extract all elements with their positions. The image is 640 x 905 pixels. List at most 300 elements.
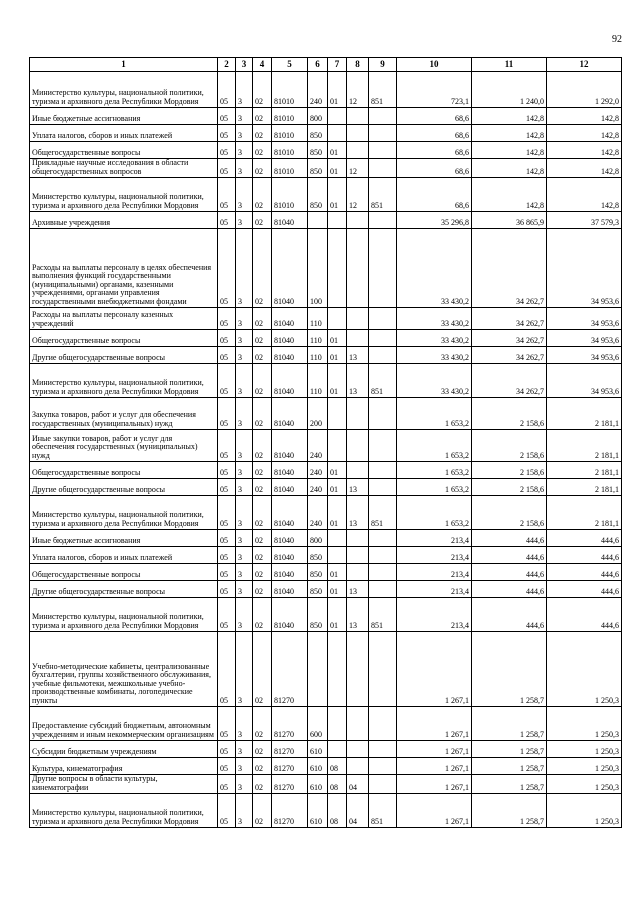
- code-cell: [369, 758, 397, 775]
- row-name-cell: Министерство культуры, национальной политики, туризма и архивного дела Республики Мордовия: [30, 496, 218, 530]
- code-cell: 81040: [272, 496, 308, 530]
- code-cell: [369, 462, 397, 479]
- amount-cell: 142,8: [472, 159, 547, 178]
- row-name-cell: Общегосударственные вопросы: [30, 142, 218, 159]
- code-cell: 3: [236, 496, 253, 530]
- code-cell: 12: [347, 159, 369, 178]
- code-cell: 13: [347, 581, 369, 598]
- code-cell: [369, 775, 397, 794]
- row-name-cell: Уплата налогов, сборов и иных платежей: [30, 125, 218, 142]
- code-cell: 08: [328, 775, 347, 794]
- code-cell: 81040: [272, 564, 308, 581]
- code-cell: 110: [308, 364, 328, 398]
- code-cell: 3: [236, 794, 253, 828]
- table-row: [30, 212, 622, 229]
- code-cell: 81040: [272, 308, 308, 330]
- code-cell: 610: [308, 741, 328, 758]
- code-cell: 02: [253, 212, 272, 229]
- code-cell: 01: [328, 462, 347, 479]
- code-cell: 01: [328, 564, 347, 581]
- code-cell: 110: [308, 330, 328, 347]
- code-cell: 05: [218, 108, 236, 125]
- code-cell: 3: [236, 308, 253, 330]
- amount-cell: 1 267,1: [397, 707, 472, 741]
- amount-cell: 1 250,3: [547, 741, 622, 758]
- amount-cell: 34 953,6: [547, 330, 622, 347]
- code-cell: [328, 229, 347, 308]
- code-cell: 02: [253, 581, 272, 598]
- amount-cell: 33 430,2: [397, 330, 472, 347]
- code-cell: 05: [218, 794, 236, 828]
- row-name-cell: Министерство культуры, национальной политики, туризма и архивного дела Республики Мордовия: [30, 72, 218, 108]
- amount-cell: 2 181,1: [547, 430, 622, 462]
- amount-cell: 34 953,6: [547, 229, 622, 308]
- code-cell: 05: [218, 462, 236, 479]
- code-cell: 05: [218, 330, 236, 347]
- amount-cell: 213,4: [397, 598, 472, 632]
- code-cell: [369, 430, 397, 462]
- code-cell: 81010: [272, 159, 308, 178]
- amount-cell: 33 430,2: [397, 364, 472, 398]
- amount-cell: 213,4: [397, 530, 472, 547]
- code-cell: 02: [253, 530, 272, 547]
- code-cell: 100: [308, 229, 328, 308]
- code-cell: 850: [308, 564, 328, 581]
- amount-cell: 444,6: [472, 581, 547, 598]
- code-cell: 04: [347, 794, 369, 828]
- code-cell: 05: [218, 308, 236, 330]
- code-cell: 3: [236, 398, 253, 430]
- amount-cell: 723,1: [397, 72, 472, 108]
- table-row: [30, 775, 622, 794]
- amount-cell: 1 653,2: [397, 430, 472, 462]
- amount-cell: 1 258,7: [472, 707, 547, 741]
- amount-cell: 1 240,0: [472, 72, 547, 108]
- row-name-cell: Министерство культуры, национальной политики, туризма и архивного дела Республики Мордовия: [30, 364, 218, 398]
- row-name-cell: Уплата налогов, сборов и иных платежей: [30, 547, 218, 564]
- amount-cell: 142,8: [547, 159, 622, 178]
- amount-cell: 1 258,7: [472, 794, 547, 828]
- code-cell: 81270: [272, 707, 308, 741]
- amount-cell: 142,8: [472, 108, 547, 125]
- amount-cell: 2 158,6: [472, 479, 547, 496]
- code-cell: 05: [218, 530, 236, 547]
- code-cell: 3: [236, 741, 253, 758]
- code-cell: 05: [218, 479, 236, 496]
- code-cell: [347, 632, 369, 707]
- code-cell: 81040: [272, 598, 308, 632]
- code-cell: [347, 707, 369, 741]
- row-name-cell: Иные бюджетные ассигнования: [30, 530, 218, 547]
- code-cell: [328, 125, 347, 142]
- row-name-cell: Министерство культуры, национальной политики, туризма и архивного дела Республики Мордовия: [30, 794, 218, 828]
- code-cell: 851: [369, 794, 397, 828]
- table-row: [30, 142, 622, 159]
- table-body: [30, 72, 622, 828]
- code-cell: 02: [253, 741, 272, 758]
- code-cell: 240: [308, 462, 328, 479]
- table-row: [30, 347, 622, 364]
- code-cell: 05: [218, 398, 236, 430]
- code-cell: 02: [253, 72, 272, 108]
- code-cell: 3: [236, 229, 253, 308]
- code-cell: 81040: [272, 330, 308, 347]
- code-cell: 05: [218, 178, 236, 212]
- code-cell: 13: [347, 496, 369, 530]
- row-name-cell: Расходы на выплаты персоналу в целях обеспечения выполнения функций государственными (муниципальными) органами, казенными учреждениями, органами управления государственными внебюджетными фондами: [30, 229, 218, 308]
- amount-cell: 142,8: [547, 125, 622, 142]
- code-cell: [347, 564, 369, 581]
- code-cell: 851: [369, 496, 397, 530]
- code-cell: 05: [218, 347, 236, 364]
- header-cell: 10: [397, 58, 472, 72]
- code-cell: 05: [218, 125, 236, 142]
- amount-cell: 37 579,3: [547, 212, 622, 229]
- code-cell: 02: [253, 496, 272, 530]
- row-name-cell: Архивные учреждения: [30, 212, 218, 229]
- row-name-cell: Иные бюджетные ассигнования: [30, 108, 218, 125]
- code-cell: 3: [236, 330, 253, 347]
- code-cell: 81010: [272, 108, 308, 125]
- code-cell: [308, 632, 328, 707]
- table-row: [30, 547, 622, 564]
- code-cell: 02: [253, 479, 272, 496]
- code-cell: 01: [328, 496, 347, 530]
- code-cell: 610: [308, 775, 328, 794]
- code-cell: 81270: [272, 794, 308, 828]
- amount-cell: 68,6: [397, 108, 472, 125]
- code-cell: 850: [308, 581, 328, 598]
- header-cell: 11: [472, 58, 547, 72]
- code-cell: 02: [253, 707, 272, 741]
- row-name-cell: Министерство культуры, национальной политики, туризма и архивного дела Республики Мордовия: [30, 598, 218, 632]
- amount-cell: 1 267,1: [397, 775, 472, 794]
- amount-cell: 33 430,2: [397, 347, 472, 364]
- code-cell: 02: [253, 398, 272, 430]
- code-cell: 81270: [272, 741, 308, 758]
- amount-cell: 68,6: [397, 159, 472, 178]
- code-cell: 02: [253, 364, 272, 398]
- amount-cell: 2 181,1: [547, 398, 622, 430]
- amount-cell: 1 258,7: [472, 741, 547, 758]
- code-cell: 3: [236, 212, 253, 229]
- code-cell: 13: [347, 479, 369, 496]
- code-cell: [328, 430, 347, 462]
- code-cell: 05: [218, 741, 236, 758]
- table-row: [30, 72, 622, 108]
- code-cell: 81040: [272, 364, 308, 398]
- amount-cell: 213,4: [397, 581, 472, 598]
- code-cell: 81040: [272, 479, 308, 496]
- table-row: [30, 794, 622, 828]
- row-name-cell: Министерство культуры, национальной политики, туризма и архивного дела Республики Мордовия: [30, 178, 218, 212]
- code-cell: [369, 159, 397, 178]
- code-cell: 3: [236, 530, 253, 547]
- amount-cell: 142,8: [472, 142, 547, 159]
- code-cell: 01: [328, 142, 347, 159]
- row-name-cell: Учебно-методические кабинеты, централизованные бухгалтерии, группы хозяйственного обслуживания, учебные фильмотеки, межшкольные учебно-производственные комбинаты, логопедические пункты: [30, 632, 218, 707]
- code-cell: 81040: [272, 462, 308, 479]
- row-name-cell: Субсидии бюджетным учреждениям: [30, 741, 218, 758]
- code-cell: 3: [236, 347, 253, 364]
- code-cell: [369, 308, 397, 330]
- code-cell: 850: [308, 142, 328, 159]
- page-number: 92: [612, 34, 622, 45]
- code-cell: 02: [253, 430, 272, 462]
- code-cell: 240: [308, 496, 328, 530]
- code-cell: [369, 479, 397, 496]
- header-cell: 8: [347, 58, 369, 72]
- code-cell: [328, 547, 347, 564]
- code-cell: 81010: [272, 178, 308, 212]
- table-row: [30, 479, 622, 496]
- table-row: [30, 430, 622, 462]
- code-cell: 05: [218, 212, 236, 229]
- row-name-cell: Закупка товаров, работ и услуг для обеспечения государственных (муниципальных) нужд: [30, 398, 218, 430]
- code-cell: [347, 330, 369, 347]
- table-row: [30, 364, 622, 398]
- code-cell: 02: [253, 159, 272, 178]
- code-cell: 05: [218, 598, 236, 632]
- amount-cell: 142,8: [547, 178, 622, 212]
- code-cell: 01: [328, 330, 347, 347]
- code-cell: [347, 758, 369, 775]
- amount-cell: 2 181,1: [547, 479, 622, 496]
- amount-cell: 142,8: [547, 108, 622, 125]
- amount-cell: 34 262,7: [472, 330, 547, 347]
- code-cell: 01: [328, 72, 347, 108]
- code-cell: 05: [218, 707, 236, 741]
- code-cell: 05: [218, 142, 236, 159]
- amount-cell: 1 653,2: [397, 398, 472, 430]
- code-cell: 800: [308, 108, 328, 125]
- code-cell: 81040: [272, 547, 308, 564]
- amount-cell: 213,4: [397, 547, 472, 564]
- amount-cell: 444,6: [547, 564, 622, 581]
- code-cell: [369, 398, 397, 430]
- code-cell: [369, 632, 397, 707]
- code-cell: [369, 212, 397, 229]
- code-cell: 81040: [272, 212, 308, 229]
- code-cell: 851: [369, 178, 397, 212]
- amount-cell: 444,6: [472, 598, 547, 632]
- amount-cell: 2 158,6: [472, 496, 547, 530]
- code-cell: 850: [308, 159, 328, 178]
- code-cell: 13: [347, 364, 369, 398]
- code-cell: 3: [236, 142, 253, 159]
- table-row: [30, 741, 622, 758]
- code-cell: [328, 308, 347, 330]
- code-cell: 02: [253, 178, 272, 212]
- code-cell: [369, 108, 397, 125]
- code-cell: 81270: [272, 775, 308, 794]
- code-cell: 240: [308, 72, 328, 108]
- code-cell: 02: [253, 462, 272, 479]
- code-cell: 850: [308, 125, 328, 142]
- row-name-cell: Другие общегосударственные вопросы: [30, 581, 218, 598]
- code-cell: [347, 398, 369, 430]
- amount-cell: 444,6: [547, 547, 622, 564]
- code-cell: 01: [328, 178, 347, 212]
- code-cell: 02: [253, 564, 272, 581]
- header-cell: 9: [369, 58, 397, 72]
- header-cell: 5: [272, 58, 308, 72]
- code-cell: 3: [236, 479, 253, 496]
- code-cell: 3: [236, 125, 253, 142]
- code-cell: [347, 142, 369, 159]
- row-name-cell: Расходы на выплаты персоналу казенных учреждений: [30, 308, 218, 330]
- amount-cell: 444,6: [472, 530, 547, 547]
- code-cell: 02: [253, 142, 272, 159]
- code-cell: 01: [328, 159, 347, 178]
- code-cell: [347, 547, 369, 564]
- amount-cell: 1 258,7: [472, 632, 547, 707]
- code-cell: [347, 462, 369, 479]
- amount-cell: 34 262,7: [472, 364, 547, 398]
- code-cell: [369, 547, 397, 564]
- table-row: [30, 564, 622, 581]
- table-row: [30, 581, 622, 598]
- code-cell: 05: [218, 159, 236, 178]
- table-row: [30, 462, 622, 479]
- amount-cell: 142,8: [472, 178, 547, 212]
- amount-cell: 444,6: [547, 598, 622, 632]
- amount-cell: 1 250,3: [547, 794, 622, 828]
- amount-cell: 33 430,2: [397, 308, 472, 330]
- code-cell: 81010: [272, 72, 308, 108]
- code-cell: [347, 212, 369, 229]
- code-cell: 81040: [272, 398, 308, 430]
- amount-cell: 68,6: [397, 125, 472, 142]
- amount-cell: 1 292,0: [547, 72, 622, 108]
- row-name-cell: Общегосударственные вопросы: [30, 330, 218, 347]
- amount-cell: 1 267,1: [397, 632, 472, 707]
- table-row: [30, 398, 622, 430]
- code-cell: 81040: [272, 347, 308, 364]
- code-cell: 05: [218, 775, 236, 794]
- code-cell: 13: [347, 347, 369, 364]
- amount-cell: 142,8: [472, 125, 547, 142]
- code-cell: 05: [218, 430, 236, 462]
- code-cell: 3: [236, 430, 253, 462]
- amount-cell: 2 181,1: [547, 496, 622, 530]
- amount-cell: 1 653,2: [397, 496, 472, 530]
- code-cell: 3: [236, 364, 253, 398]
- amount-cell: 2 158,6: [472, 398, 547, 430]
- amount-cell: 1 267,1: [397, 758, 472, 775]
- amount-cell: 1 653,2: [397, 479, 472, 496]
- code-cell: 3: [236, 547, 253, 564]
- row-name-cell: Культура, кинематография: [30, 758, 218, 775]
- table-header: [30, 58, 622, 72]
- code-cell: 05: [218, 581, 236, 598]
- amount-cell: 1 267,1: [397, 741, 472, 758]
- amount-cell: 35 296,8: [397, 212, 472, 229]
- table-row: [30, 707, 622, 741]
- code-cell: 3: [236, 632, 253, 707]
- code-cell: 81040: [272, 229, 308, 308]
- row-name-cell: Прикладные научные исследования в области общегосударственных вопросов: [30, 159, 218, 178]
- amount-cell: 444,6: [472, 564, 547, 581]
- code-cell: [328, 108, 347, 125]
- code-cell: [369, 142, 397, 159]
- amount-cell: 1 653,2: [397, 462, 472, 479]
- amount-cell: 1 267,1: [397, 794, 472, 828]
- code-cell: [328, 632, 347, 707]
- code-cell: 05: [218, 758, 236, 775]
- code-cell: 3: [236, 598, 253, 632]
- row-name-cell: Другие общегосударственные вопросы: [30, 479, 218, 496]
- code-cell: [369, 564, 397, 581]
- code-cell: [369, 125, 397, 142]
- code-cell: 01: [328, 347, 347, 364]
- table-row: [30, 125, 622, 142]
- code-cell: 851: [369, 364, 397, 398]
- code-cell: 110: [308, 308, 328, 330]
- amount-cell: 34 953,6: [547, 347, 622, 364]
- code-cell: 12: [347, 72, 369, 108]
- code-cell: [369, 229, 397, 308]
- code-cell: [347, 125, 369, 142]
- code-cell: 610: [308, 794, 328, 828]
- amount-cell: 1 250,3: [547, 775, 622, 794]
- code-cell: 3: [236, 758, 253, 775]
- table-row: [30, 632, 622, 707]
- row-name-cell: Иные закупки товаров, работ и услуг для обеспечения государственных (муниципальных) нужд: [30, 430, 218, 462]
- header-cell: 12: [547, 58, 622, 72]
- code-cell: 3: [236, 159, 253, 178]
- code-cell: 81270: [272, 632, 308, 707]
- code-cell: 851: [369, 72, 397, 108]
- amount-cell: 34 262,7: [472, 347, 547, 364]
- code-cell: 12: [347, 178, 369, 212]
- code-cell: [328, 212, 347, 229]
- code-cell: 600: [308, 707, 328, 741]
- code-cell: 81040: [272, 530, 308, 547]
- code-cell: 02: [253, 229, 272, 308]
- code-cell: 02: [253, 598, 272, 632]
- code-cell: 81040: [272, 430, 308, 462]
- header-cell: 7: [328, 58, 347, 72]
- code-cell: [347, 430, 369, 462]
- code-cell: 850: [308, 178, 328, 212]
- table-row: [30, 159, 622, 178]
- code-cell: 02: [253, 330, 272, 347]
- amount-cell: 34 953,6: [547, 308, 622, 330]
- amount-cell: 2 158,6: [472, 430, 547, 462]
- code-cell: [328, 530, 347, 547]
- code-cell: 02: [253, 775, 272, 794]
- header-cell: 1: [30, 58, 218, 72]
- code-cell: 200: [308, 398, 328, 430]
- code-cell: [328, 398, 347, 430]
- code-cell: 240: [308, 430, 328, 462]
- row-name-cell: Общегосударственные вопросы: [30, 564, 218, 581]
- code-cell: 05: [218, 564, 236, 581]
- table-row: [30, 308, 622, 330]
- code-cell: 850: [308, 598, 328, 632]
- code-cell: 02: [253, 108, 272, 125]
- code-cell: 08: [328, 794, 347, 828]
- table-row: [30, 108, 622, 125]
- amount-cell: 444,6: [472, 547, 547, 564]
- code-cell: [369, 530, 397, 547]
- amount-cell: 68,6: [397, 142, 472, 159]
- table-row: [30, 530, 622, 547]
- code-cell: 3: [236, 775, 253, 794]
- code-cell: [347, 741, 369, 758]
- header-cell: 6: [308, 58, 328, 72]
